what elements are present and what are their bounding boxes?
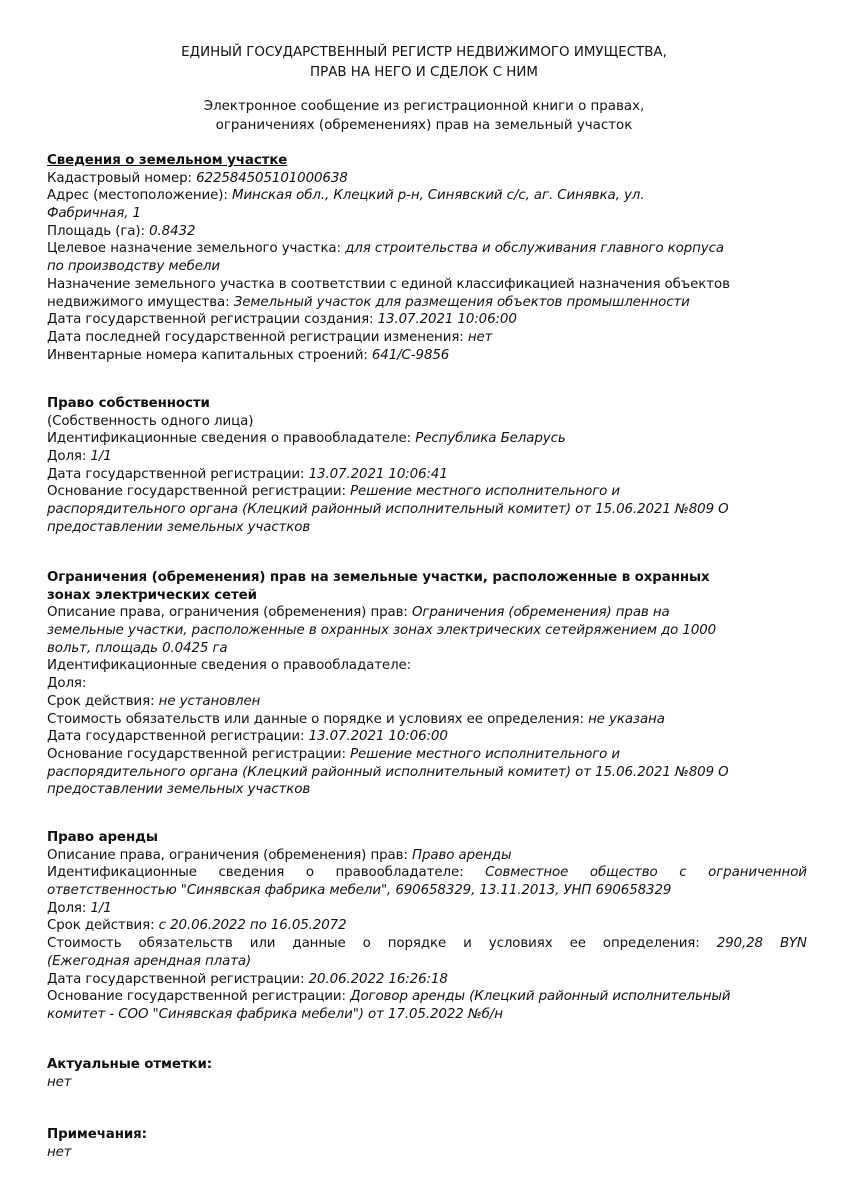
field-label: порядке xyxy=(387,936,447,952)
section-heading: Актуальные отметки: xyxy=(47,1057,213,1072)
field-label: недвижимого имущества: xyxy=(47,294,234,310)
field-term xyxy=(47,693,807,711)
field-term xyxy=(47,917,807,935)
field-value: 13.07.2021 10:06:00 xyxy=(377,312,517,328)
field-value: нет xyxy=(47,1144,72,1160)
document-title-line-1: ЕДИНЫЙ ГОСУДАРСТВЕННЫЙ РЕГИСТР НЕДВИЖИМОГО ИМУЩЕСТВА, xyxy=(181,45,667,60)
field-purpose xyxy=(47,240,807,258)
field-share: Доля: xyxy=(47,676,87,692)
field-value: ответственностью "Синявская фабрика мебели", 690658329, 13.11.2013, УНП 690658329 xyxy=(47,883,672,899)
field-value: 13.07.2021 10:06:41 xyxy=(308,466,448,482)
field-value: для строительства и обслуживания главного корпуса xyxy=(345,241,724,257)
field-value: по производству мебели xyxy=(47,259,220,275)
field-value: предоставлении земельных участков xyxy=(47,519,311,535)
field-value: ограниченной xyxy=(708,865,807,881)
field-cadastral-number xyxy=(47,170,807,188)
field-label: Целевое назначение земельного участка: xyxy=(47,241,346,257)
field-label: Стоимость xyxy=(47,936,122,952)
field-registration-basis xyxy=(47,988,807,1006)
field-label: Срок действия: xyxy=(47,693,159,709)
field-value: вольт, площадь 0.0425 га xyxy=(47,640,228,656)
field-label: данные xyxy=(292,936,346,952)
field-value: Договор аренды (Клецкий районный исполнительный xyxy=(350,989,731,1005)
document-subtitle-line-2: ограничениях (обременениях) прав на земельный участок xyxy=(215,118,633,133)
field-description xyxy=(47,604,807,622)
field-label: Адрес (местоположение): xyxy=(47,188,232,204)
field-label: Основание государственной регистрации: xyxy=(47,746,351,762)
section-heading: Право аренды xyxy=(47,830,158,845)
field-cost-continued xyxy=(47,953,807,971)
field-label: Площадь (га): xyxy=(47,223,150,239)
field-registration-basis xyxy=(47,483,807,501)
section-actual-marks xyxy=(47,1056,807,1091)
section-heading-continued: зонах электрических сетей xyxy=(47,587,257,603)
field-created-date xyxy=(47,311,807,329)
section-heading: Ограничения (обременения) прав на земельные участки, расположенные в охранных xyxy=(47,570,710,585)
field-label: Описание права, ограничения (обременения) прав: xyxy=(47,605,412,621)
field-share xyxy=(47,448,807,466)
field-label: Кадастровый номер: xyxy=(47,170,197,186)
field-value: с 20.06.2022 по 16.05.2072 xyxy=(158,918,347,934)
field-address-continued xyxy=(47,205,807,223)
field-label: Доля: xyxy=(47,449,91,465)
field-label: Идентификационные сведения о правообладателе: xyxy=(47,431,416,447)
field-value: Решение местного исполнительного и xyxy=(350,484,621,500)
field-share xyxy=(47,900,807,918)
field-holder xyxy=(47,430,807,448)
field-label: Идентификационные xyxy=(47,865,197,881)
document-subtitle-line-1: Электронное сообщение из регистрационной книги о правах, xyxy=(203,99,645,114)
field-label: Дата государственной регистрации: xyxy=(47,729,309,745)
field-value: нет xyxy=(47,1074,72,1090)
field-value: 13.07.2021 10:06:00 xyxy=(308,729,448,745)
field-registration-date xyxy=(47,971,807,989)
document-title-line-2: ПРАВ НА НЕГО И СДЕЛОК С НИМ xyxy=(310,65,538,80)
section-lease xyxy=(47,829,807,1024)
field-value: земельные участки, расположенные в охранных зонах электрических сетейряжением до 1000 xyxy=(47,623,717,639)
field-registration-date xyxy=(47,466,807,484)
field-value: не указана xyxy=(588,711,665,727)
field-cost xyxy=(47,935,807,953)
field-value: Совместное xyxy=(485,865,569,881)
field-ownership-type: (Собственность одного лица) xyxy=(47,413,254,429)
field-value-row xyxy=(47,1074,807,1092)
field-classification-continued xyxy=(47,294,807,312)
field-label: о xyxy=(305,865,314,881)
field-value: 20.06.2022 16:26:18 xyxy=(308,971,448,987)
field-value: Республика Беларусь xyxy=(415,431,566,447)
field-classification xyxy=(47,276,807,294)
section-heading: Примечания: xyxy=(47,1127,147,1142)
field-label: условиях xyxy=(488,936,553,952)
section-heading: Право собственности xyxy=(47,396,210,411)
field-label: и xyxy=(463,936,472,952)
field-address xyxy=(47,187,807,205)
field-cost xyxy=(47,711,807,729)
field-changed-date xyxy=(47,329,807,347)
field-inventory-numbers xyxy=(47,347,807,365)
field-label: Дата государственной регистрации: xyxy=(47,971,309,987)
field-value: нет xyxy=(467,329,493,345)
field-value: распорядительного органа (Клецкий районный исполнительный комитет) от 15.06.2021 №809 О xyxy=(47,764,729,780)
field-value: Право аренды xyxy=(411,847,512,863)
section-heading: Сведения о земельном участке xyxy=(47,153,288,168)
field-value: 641/С-9856 xyxy=(371,347,450,363)
field-description-continued xyxy=(47,622,807,640)
field-label: Дата государственной регистрации создания: xyxy=(47,312,378,328)
section-land-plot xyxy=(47,152,807,364)
field-label: определения: xyxy=(602,936,700,952)
field-label: Основание государственной регистрации: xyxy=(47,484,351,500)
field-value: 1/1 xyxy=(90,449,112,465)
field-value: Земельный участок для размещения объектов промышленности xyxy=(233,294,690,310)
field-value: Решение местного исполнительного и xyxy=(350,746,621,762)
field-value: 290,28 xyxy=(716,936,763,952)
field-value: Минская обл., Клецкий р-н, Синявский с/с, аг. Синявка, ул. xyxy=(231,188,645,204)
field-value: 1/1 xyxy=(90,900,112,916)
field-registration-basis-continued xyxy=(47,764,807,782)
field-label: Дата последней государственной регистрации изменения: xyxy=(47,329,468,345)
field-label: Стоимость обязательств или данные о порядке и условиях ее определения: xyxy=(47,711,589,727)
field-registration-date xyxy=(47,728,807,746)
field-label: Дата государственной регистрации: xyxy=(47,466,309,482)
field-value: не установлен xyxy=(158,693,261,709)
field-area xyxy=(47,223,807,241)
section-notes xyxy=(47,1126,807,1161)
field-label: Описание права, ограничения (обременения) прав: xyxy=(47,847,412,863)
field-registration-basis-continued xyxy=(47,1006,807,1024)
field-value: с xyxy=(679,865,687,881)
field-registration-basis-continued xyxy=(47,501,807,519)
field-holder-continued xyxy=(47,882,807,900)
field-registration-basis-continued xyxy=(47,781,807,799)
field-label: Срок действия: xyxy=(47,918,159,934)
section-restriction xyxy=(47,569,807,799)
field-value: 0.8432 xyxy=(149,223,196,239)
field-purpose-continued xyxy=(47,258,807,276)
field-value: общество xyxy=(589,865,658,881)
field-value: Фабричная, 1 xyxy=(47,206,141,222)
field-label: Назначение земельного участка в соответствии с единой классификацией назначения объектов xyxy=(47,276,730,292)
field-label: сведения xyxy=(218,865,285,881)
field-label: правообладателе: xyxy=(335,865,464,881)
field-holder xyxy=(47,864,807,882)
field-registration-basis-continued xyxy=(47,519,807,537)
field-label: или xyxy=(249,936,276,952)
section-ownership xyxy=(47,395,807,537)
field-value: предоставлении земельных участков xyxy=(47,782,311,798)
field-label: Основание государственной регистрации: xyxy=(47,989,351,1005)
field-label: ее xyxy=(569,936,586,952)
field-value: BYN xyxy=(779,936,807,952)
field-value: (Ежегодная арендная плата) xyxy=(47,953,252,969)
field-registration-basis xyxy=(47,746,807,764)
field-label: обязательств xyxy=(138,936,233,952)
field-value: 622584505101000638 xyxy=(196,170,348,186)
field-value-row xyxy=(47,1144,807,1162)
field-label: о xyxy=(362,936,371,952)
field-value: распорядительного органа (Клецкий районный исполнительный комитет) от 15.06.2021 №809 О xyxy=(47,502,729,518)
field-description xyxy=(47,847,807,865)
field-label: Инвентарные номера капитальных строений: xyxy=(47,347,372,363)
field-value: Ограничения (обременения) прав на xyxy=(411,605,670,621)
field-holder: Идентификационные сведения о правообладателе: xyxy=(47,658,412,674)
field-description-continued xyxy=(47,640,807,658)
field-value: комитет - СОО "Синявская фабрика мебели") от 17.05.2022 №б/н xyxy=(47,1006,503,1022)
field-label: Доля: xyxy=(47,900,91,916)
